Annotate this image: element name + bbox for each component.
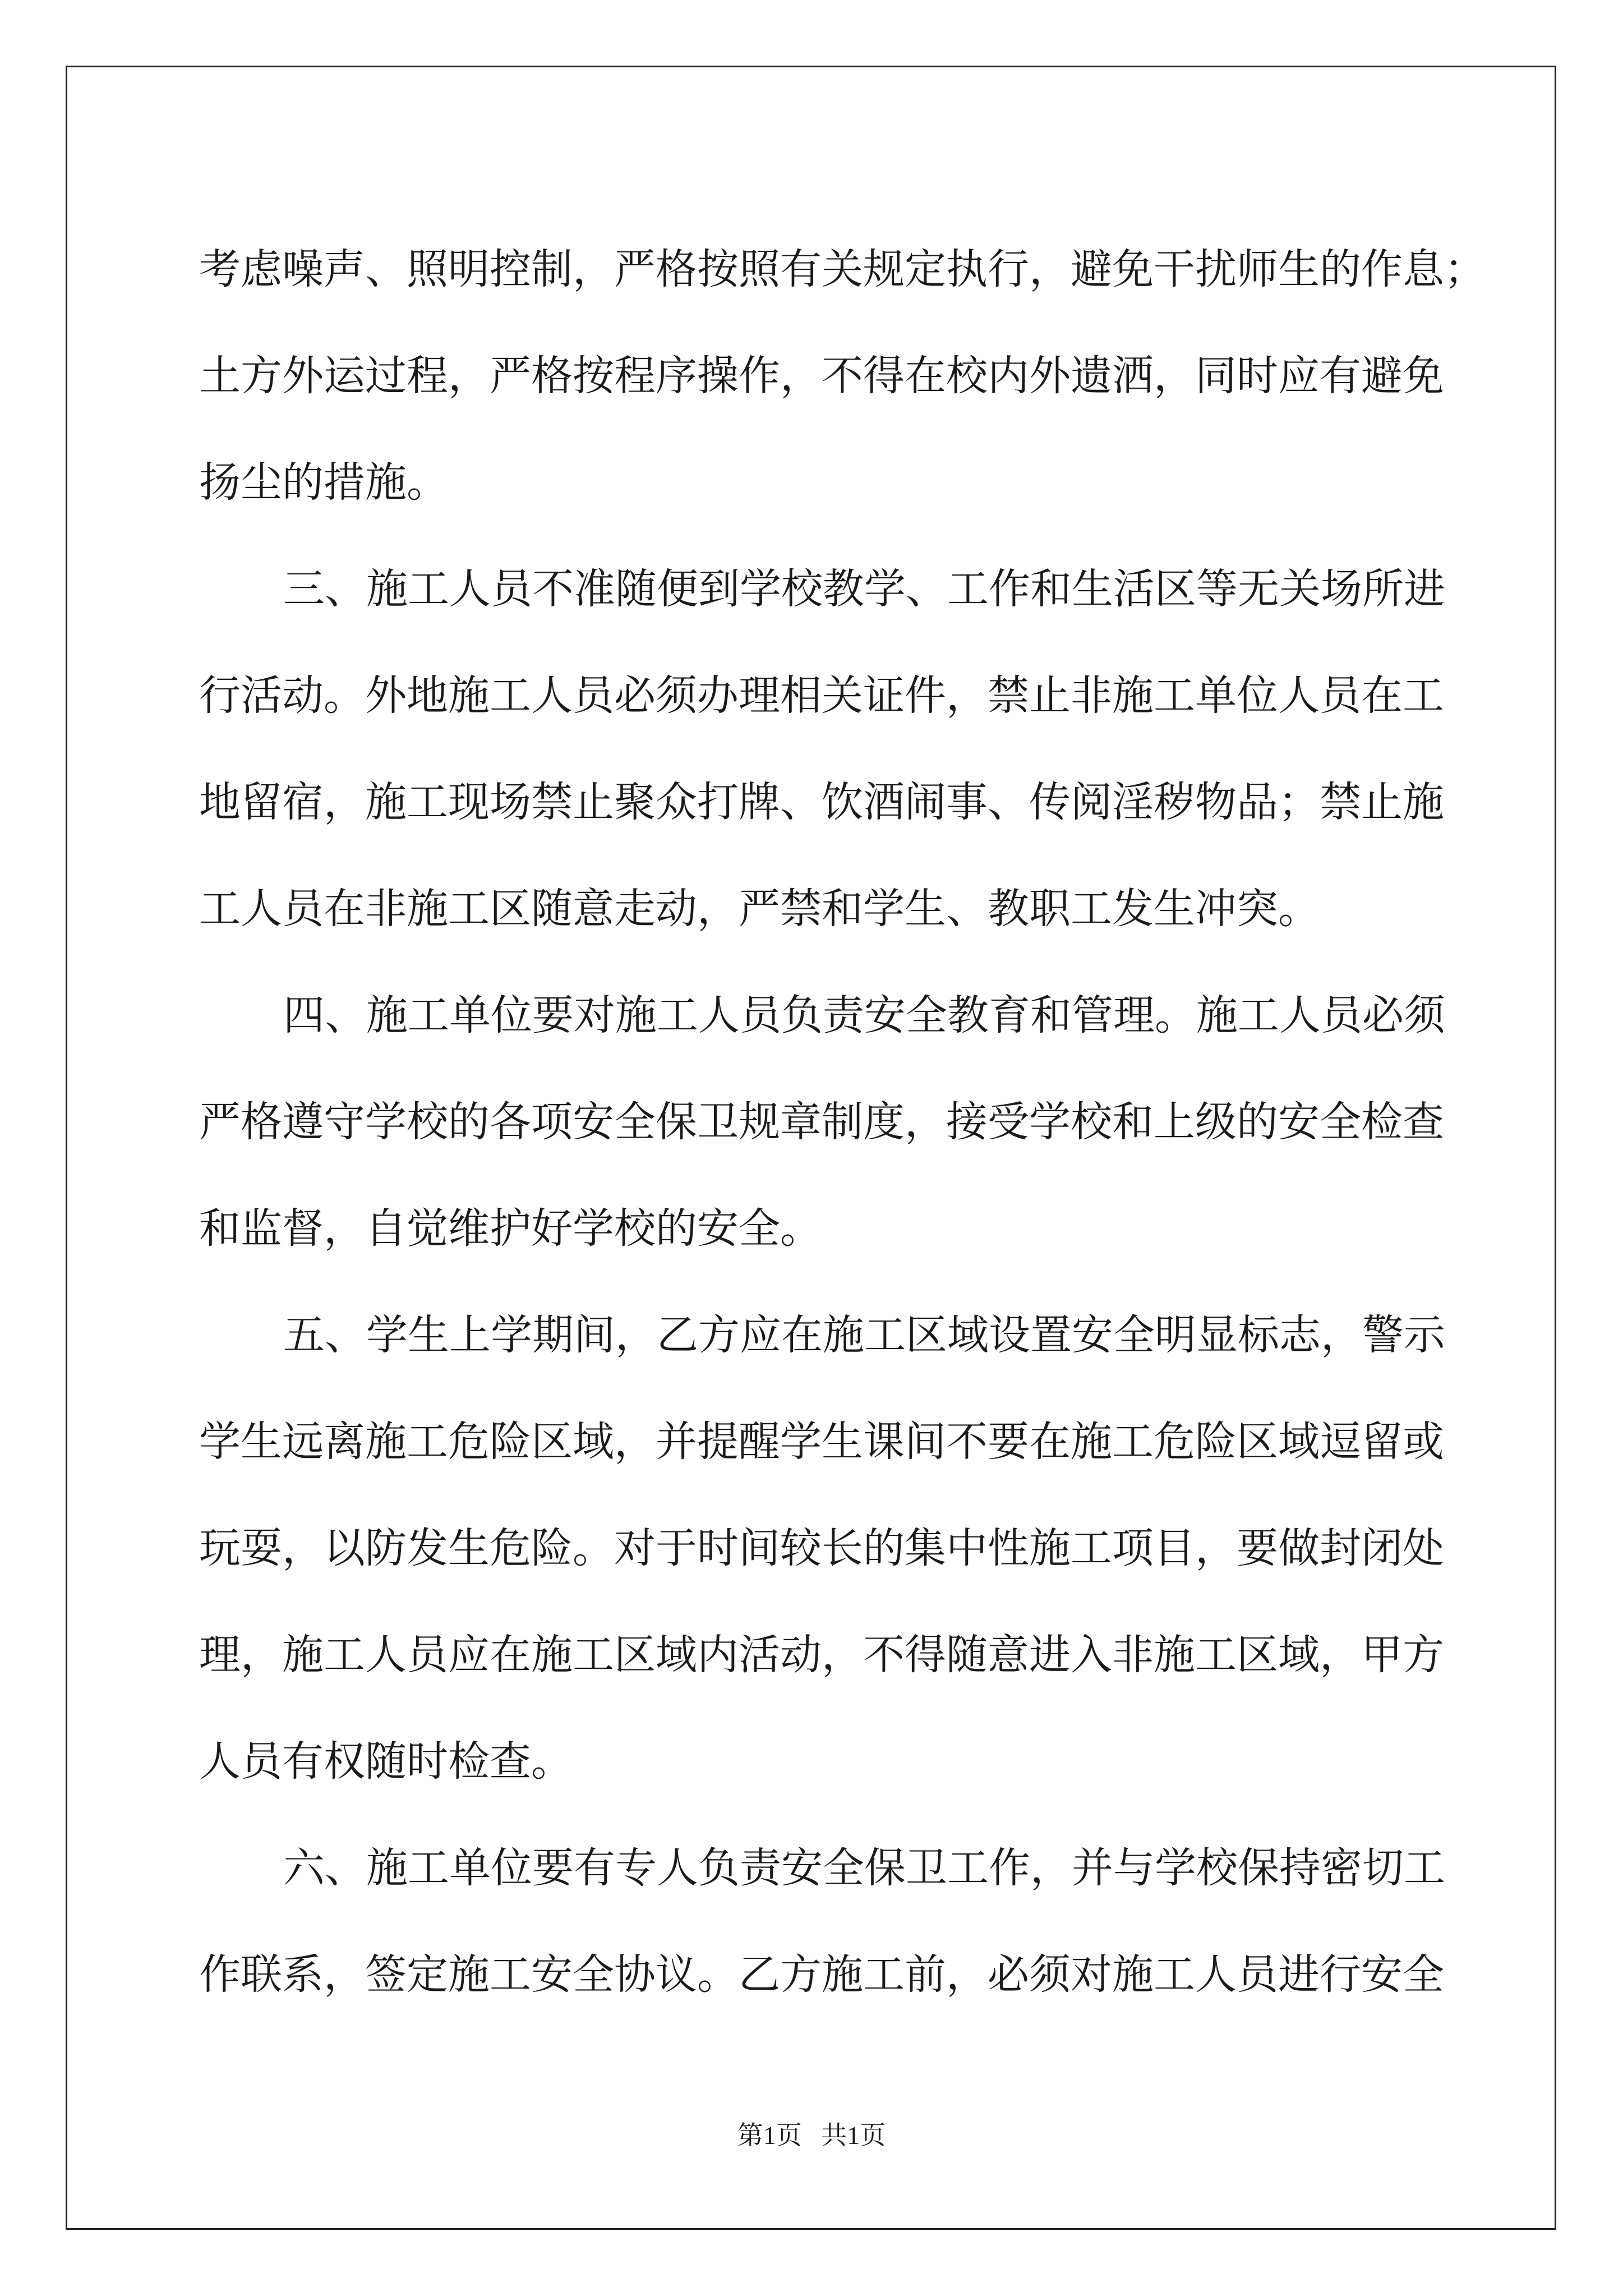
text-line: 严格遵守学校的各项安全保卫规章制度，接受学校和上级的安全检查 <box>199 1098 1444 1146</box>
page-footer <box>0 2119 1623 2152</box>
text-line: 行活动。外地施工人员必须办理相关证件，禁止非施工单位人员在工 <box>199 671 1444 720</box>
text-line: 四、施工单位要对施工人员负责安全教育和管理。施工人员必须 <box>283 991 1445 1039</box>
text-line: 三、施工人员不准随便到学校教学、工作和生活区等无关场所进 <box>283 565 1445 613</box>
text-line: 学生远离施工危险区域，并提醒学生课间不要在施工危险区域逗留或 <box>199 1418 1444 1466</box>
text-line: 理，施工人员应在施工区域内活动，不得随意进入非施工区域，甲方 <box>199 1631 1444 1679</box>
text-line: 扬尘的措施。 <box>199 458 448 507</box>
text-line: 作联系，签定施工安全协议。乙方施工前，必须对施工人员进行安全 <box>199 1950 1444 1999</box>
text-line: 工人员在非施工区随意走动，严禁和学生、教职工发生冲突。 <box>199 885 1320 933</box>
page-number: 第1页 共1页 <box>737 2121 886 2150</box>
text-line: 地留宿，施工现场禁止聚众打牌、饮酒闹事、传阅淫秽物品；禁止施 <box>199 778 1444 826</box>
text-line: 人员有权随时检查。 <box>199 1737 573 1786</box>
text-line: 玩耍，以防发生危险。对于时间较长的集中性施工项目，要做封闭处 <box>199 1524 1444 1572</box>
text-line: 考虑噪声、照明控制，严格按照有关规定执行，避免干扰师生的作息； <box>199 245 1486 293</box>
text-line: 土方外运过程，严格按程序操作，不得在校内外遗洒，同时应有避免 <box>199 352 1444 400</box>
text-line: 六、施工单位要有专人负责安全保卫工作，并与学校保持密切工 <box>283 1844 1445 1892</box>
text-line: 五、学生上学期间，乙方应在施工区域设置安全明显标志，警示 <box>283 1311 1445 1359</box>
text-line: 和监督，自觉维护好学校的安全。 <box>199 1204 822 1253</box>
document-body <box>199 216 1486 2028</box>
